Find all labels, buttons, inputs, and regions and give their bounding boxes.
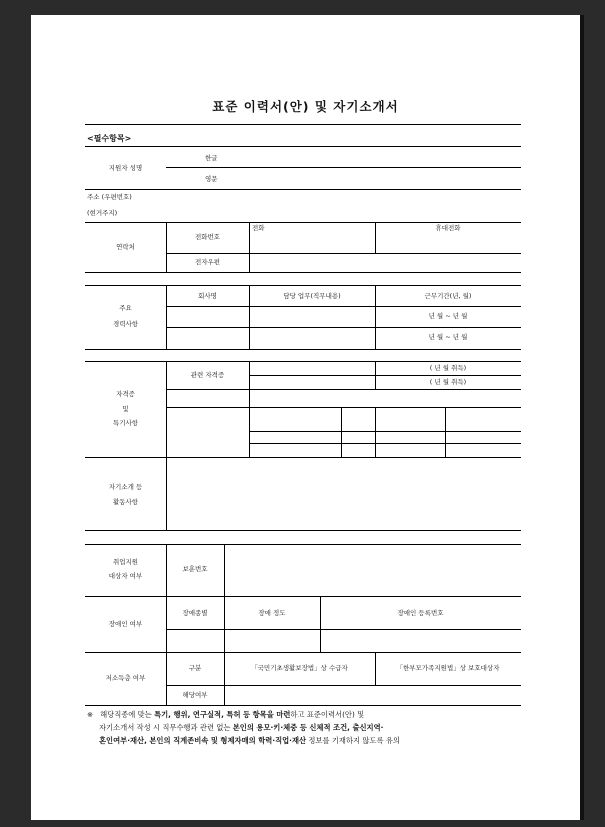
self-intro-label-1: 자기소개 등 [108,483,143,491]
rule [166,389,521,390]
related-certificate-label: 관련 자격증 [190,371,225,379]
note-segment: 해당직종에 맞는 [100,710,155,719]
page-shadow [580,15,584,820]
duty-label: 담당 업무(직무내용) [283,292,341,300]
qualification-label-1: 자격증 [116,390,135,398]
acquired-row: ( 년 월 취득) [429,378,467,386]
note-mark: ※ [87,710,94,719]
rule [85,189,521,190]
rule [85,124,521,125]
rule [85,285,521,286]
email-label: 전자우편 [194,258,221,266]
rule [445,407,446,457]
rule [224,652,225,705]
rule [85,596,521,597]
document-title: 표준 이력서(안) 및 자기소개서 [212,99,399,114]
single-parent-label: 「한부모가족지원법」상 보호대상자 [396,664,500,672]
korean-name-label: 한글 [205,154,218,162]
rule [85,272,521,273]
footnote-line-1 [87,708,527,721]
applicable-status-label: 해당여부 [182,691,208,699]
disability-degree-label: 장애 정도 [258,609,286,617]
rule [224,544,225,596]
rule [85,222,521,223]
company-label: 회사명 [198,292,217,300]
note-segment: 본인의 용모·키·체중 등 신체적 조건, 출신지역· [232,723,384,732]
qualification-label-2: 및 [122,405,129,413]
document-page [31,15,580,820]
rule [249,443,521,444]
period-label: 근무기간(년, 월) [424,292,472,300]
address-sublabel: (현거주지) [87,209,118,217]
rule [249,375,521,376]
period-row: 년 월 ~ 년 월 [428,333,468,341]
address-label: 주소 (우편번호) [87,193,132,201]
career-label-2: 경력사항 [112,320,139,328]
note-segment: 자기소개서 작성 시 직무수행과 관련 없는 [99,723,233,732]
qualification-label-3: 특기사항 [112,419,139,427]
disability-reg-no-label: 장애인 등록번호 [397,609,444,617]
category-label: 구분 [188,664,202,672]
career-label-1: 주요 [119,304,132,312]
rule [166,306,521,307]
low-income-label: 저소득층 여부 [105,674,146,682]
footnote-line-3 [87,734,527,747]
rule [341,407,342,457]
required-section-label: <필수항목> [87,134,132,143]
employment-support-label-1: 취업지원 [112,558,139,566]
rule [166,327,521,328]
rule [85,705,521,706]
rule [166,167,521,168]
rule [85,530,521,531]
note-segment: 특기, 행위, 연구실적, 특허 등 항목을 마련 [154,710,291,719]
rule [224,596,225,652]
footnote-line-2 [87,721,527,734]
rule [85,349,521,350]
rule [166,253,521,254]
mobile-label: 휴대전화 [435,224,461,232]
note-segment: 하고 표준이력서(안) 및 [290,710,365,719]
rule [85,652,521,653]
footnote [87,708,527,747]
note-segment: 정보를 기재하지 않도록 유의 [306,736,400,745]
disability-label: 장애인 여부 [108,620,143,628]
rule [166,629,521,630]
employment-support-label-2: 대상자 여부 [108,572,143,580]
rule [375,407,376,457]
veteran-number-label: 보훈번호 [182,565,208,573]
basic-livelihood-label: 「국민기초생활보장법」상 수급자 [251,664,348,672]
rule [166,457,167,530]
self-intro-label-2: 활동사항 [112,498,139,506]
rule [85,361,521,362]
phone-number-label: 전화번호 [194,233,221,241]
rule [249,222,250,272]
rule [249,431,521,432]
rule [85,544,521,545]
period-row: 년 월 ~ 년 월 [428,312,468,320]
rule [166,407,521,408]
acquired-row: ( 년 월 취득) [429,364,467,372]
rule [85,146,521,147]
english-name-label: 영문 [205,175,218,183]
note-segment: 혼인여부·재산, 본인의 직계존비속 및 형제자매의 학력·직업·재산 [99,736,307,745]
phone-label: 전화 [252,224,265,232]
contact-label: 연락처 [116,243,135,251]
applicant-name-label: 지원자 성명 [108,164,143,172]
disability-type-label: 장애종별 [182,609,208,617]
rule [249,361,250,457]
rule [166,685,521,686]
rule [85,457,521,458]
rule [320,596,321,652]
